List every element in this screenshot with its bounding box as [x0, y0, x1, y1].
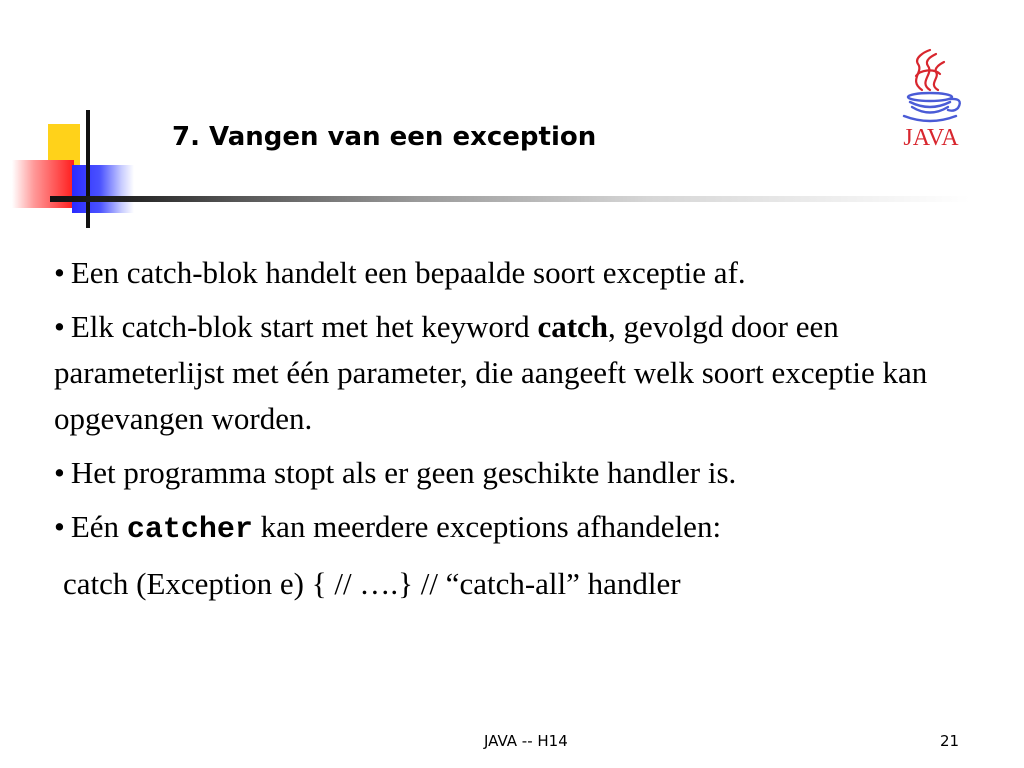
- decor-vertical-line: [86, 110, 90, 228]
- bullet-text-after: , gevolgd door een parameterlijst met één parameter, die aangeeft welk soort exceptie kan opgevangen worden.: [54, 309, 928, 436]
- bullet-item-3: [54, 450, 1004, 496]
- bullet-text-before: Elk catch-blok start met het keyword: [70, 309, 538, 344]
- slide-body: [54, 250, 1004, 607]
- page-number: 21: [940, 732, 960, 750]
- java-cup-icon: [904, 93, 960, 121]
- bullet-item-4: [54, 504, 1004, 553]
- code-catcher: catcher: [126, 513, 253, 547]
- bullet-dot: •: [54, 255, 65, 290]
- java-logo: [894, 42, 968, 152]
- code-example: catch (Exception e) { // ….} // “catch-all” handler: [63, 566, 681, 601]
- bullet-item-1: [54, 250, 1004, 296]
- bullet-item-2: [54, 304, 1004, 442]
- keyword-catch: catch: [537, 309, 609, 344]
- slide-title: 7. Vangen van een exception: [172, 122, 597, 152]
- bullet-text: Het programma stopt als er geen geschikte handler is.: [70, 455, 737, 490]
- bullet-dot: •: [54, 509, 65, 544]
- java-steam-icon: [916, 50, 944, 90]
- bullet-dot: •: [54, 455, 65, 490]
- title-underline: [50, 196, 970, 202]
- bullet-dot: •: [54, 309, 65, 344]
- bullet-text-after: kan meerdere exceptions afhandelen:: [252, 509, 722, 544]
- footer-title: JAVA -- H14: [484, 732, 568, 750]
- bullet-text: Een catch-blok handelt een bepaalde soort exceptie af.: [70, 255, 746, 290]
- bullet-text-before: Eén: [70, 509, 127, 544]
- decor-blue-square: [72, 165, 134, 213]
- java-logo-text: JAVA: [903, 125, 959, 151]
